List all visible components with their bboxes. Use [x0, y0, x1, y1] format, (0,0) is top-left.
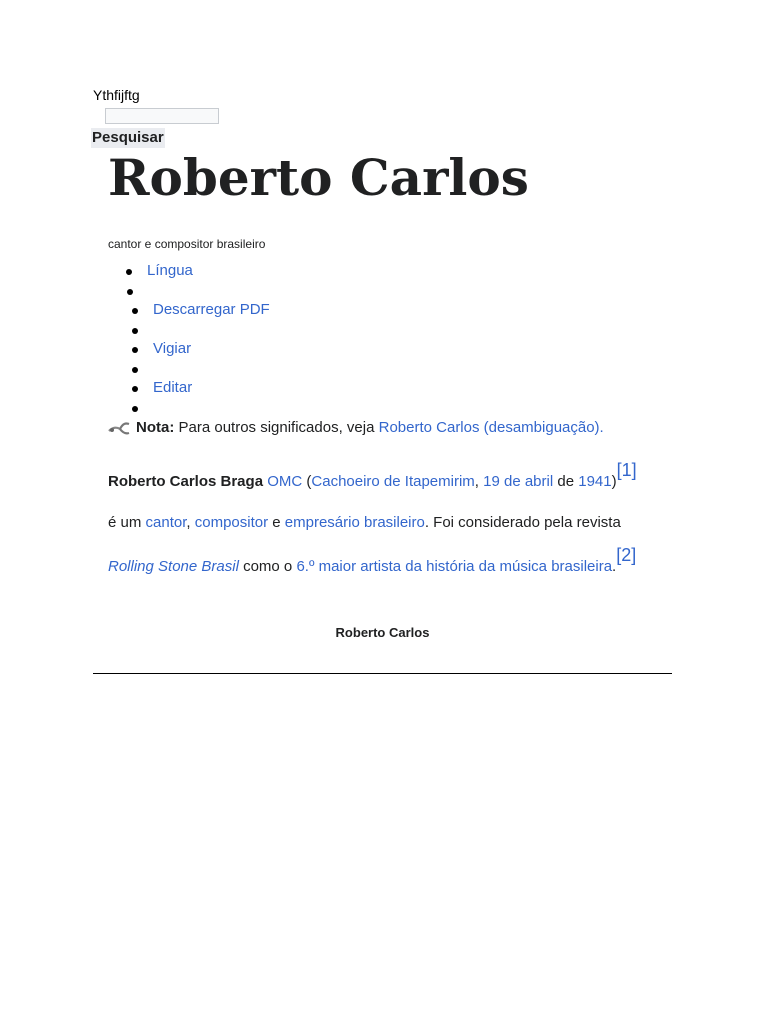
bullet-icon: [132, 328, 138, 334]
bullet-icon: [126, 269, 132, 275]
reference-1-link[interactable]: [1]: [616, 460, 637, 480]
birthdate-link[interactable]: 19 de abril: [483, 473, 554, 490]
text-fragment: ,: [474, 473, 484, 490]
edit-link[interactable]: Editar: [153, 379, 193, 396]
text-fragment: .: [612, 558, 617, 575]
empresario-link[interactable]: empresário brasileiro: [284, 514, 425, 531]
text-fragment: é um: [108, 514, 146, 531]
cantor-link[interactable]: cantor: [145, 514, 187, 531]
infobox-caption: Roberto Carlos: [335, 625, 430, 640]
year-link[interactable]: 1941: [578, 473, 612, 490]
birthplace-link[interactable]: Cachoeiro de Itapemirim: [311, 473, 475, 490]
intro-line-2: [108, 514, 621, 531]
intro-line-3: [108, 545, 637, 575]
intro-line-1: [108, 460, 637, 490]
page-title: Roberto Carlos: [108, 148, 529, 207]
text-fragment: ,: [186, 514, 195, 531]
bullet-icon: [127, 289, 133, 295]
ranking-link[interactable]: 6.º maior artista da história da música brasileira: [296, 558, 613, 575]
disambiguation-icon: [108, 420, 130, 436]
subject-name: Roberto Carlos Braga: [108, 473, 264, 490]
note-text: Para outros significados, veja: [174, 419, 379, 436]
disambiguation-link[interactable]: Roberto Carlos (desambiguação).: [378, 419, 604, 436]
text-fragment: e: [268, 514, 285, 531]
page-subtitle: cantor e compositor brasileiro: [108, 237, 266, 251]
bullet-icon: [132, 406, 138, 412]
bullet-icon: [132, 347, 138, 353]
text-fragment: ): [611, 473, 617, 490]
text-fragment: como o: [238, 558, 297, 575]
compositor-link[interactable]: compositor: [194, 514, 269, 531]
search-button[interactable]: Pesquisar: [92, 129, 164, 146]
rolling-stone-link[interactable]: Rolling Stone Brasil: [108, 558, 239, 575]
infobox-divider: [93, 673, 672, 674]
bullet-icon: [132, 386, 138, 392]
language-link[interactable]: Língua: [147, 262, 193, 279]
text-fragment: . Foi considerado pela revista: [424, 514, 621, 531]
disambiguation-note: [108, 419, 604, 436]
omc-link[interactable]: OMC: [267, 473, 303, 490]
bullet-icon: [132, 367, 138, 373]
watch-link[interactable]: Vigiar: [153, 340, 192, 357]
download-pdf-link[interactable]: Descarregar PDF: [153, 301, 270, 318]
text-fragment: de: [553, 473, 579, 490]
bullet-icon: [132, 308, 138, 314]
search-input[interactable]: [105, 108, 219, 124]
reference-2-link[interactable]: [2]: [616, 545, 637, 565]
note-label: Nota:: [136, 419, 175, 436]
site-label: Ythfijftg: [93, 87, 140, 103]
text-fragment: (: [302, 473, 312, 490]
